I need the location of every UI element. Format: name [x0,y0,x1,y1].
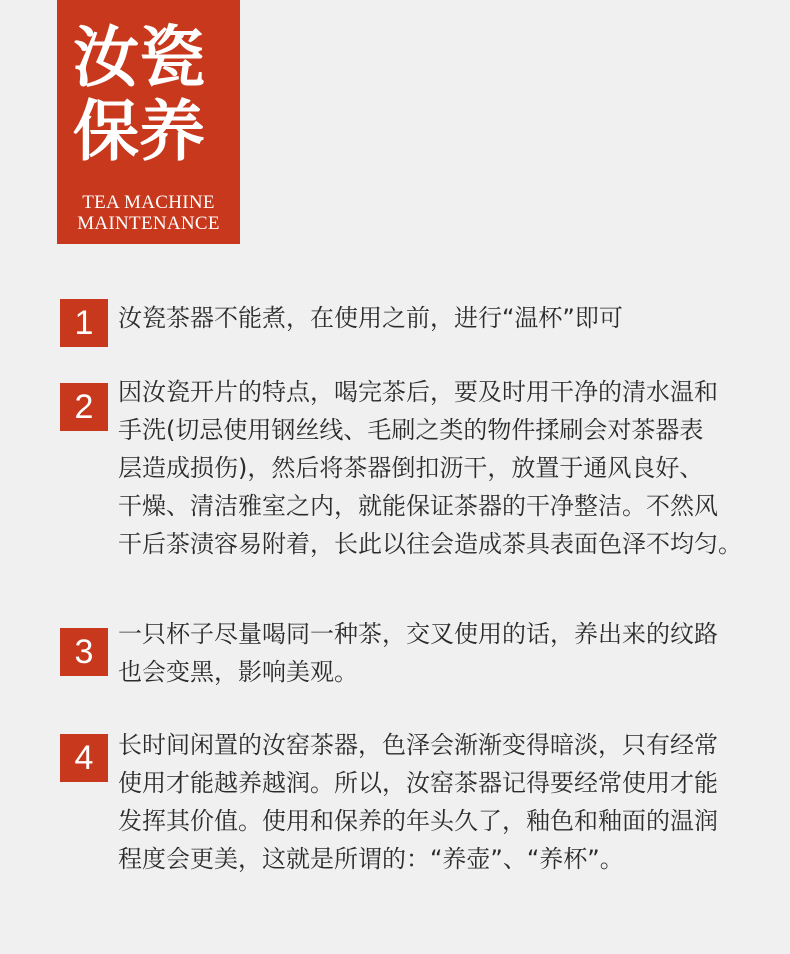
item-text [118,299,758,337]
item-number-badge: 4 [60,734,108,782]
item-text-line: 也会变黑，影响美观。 [118,658,358,686]
item-text-line: 长时间闲置的汝窑茶器，色泽会渐渐变得暗淡，只有经常 [118,731,718,759]
item-text-line: 汝瓷茶器不能煮，在使用之前，进行“温杯”即可 [118,304,623,332]
chinese-title [73,20,223,168]
item-text [118,373,758,563]
item-text [118,615,758,691]
item-number-badge: 2 [60,383,108,431]
item-text-line: 层造成损伤)，然后将茶器倒扣沥干，放置于通风良好、 [118,454,704,482]
item-text-line: 干燥、清洁雅室之内，就能保证茶器的干净整洁。不然风 [118,492,718,520]
title-block [57,0,240,244]
item-number-badge: 3 [60,628,108,676]
chinese-title-line-2: 保养 [73,92,205,170]
item-text-line: 干后茶渍容易附着，长此以往会造成茶具表面色泽不均匀。 [118,530,742,558]
item-text-line: 发挥其价值。使用和保养的年头久了，釉色和釉面的温润 [118,807,718,835]
english-title-line-2: MAINTENANCE [77,213,220,234]
item-number-badge: 1 [60,299,108,347]
item-text-line: 程度会更美，这就是所谓的：“养壶”、“养杯”。 [118,845,624,873]
item-text-line: 因汝瓷开片的特点，喝完茶后，要及时用干净的清水温和 [118,378,718,406]
english-title-line-1: TEA MACHINE [82,192,215,213]
chinese-title-line-1: 汝瓷 [73,18,205,96]
item-text-line: 手洗(切忌使用钢丝线、毛刷之类的物件揉刷会对茶器表 [118,416,704,444]
english-title [57,192,240,234]
item-text-line: 一只杯子尽量喝同一种茶，交叉使用的话，养出来的纹路 [118,620,718,648]
item-text [118,726,758,878]
item-text-line: 使用才能越养越润。所以，汝窑茶器记得要经常使用才能 [118,769,718,797]
